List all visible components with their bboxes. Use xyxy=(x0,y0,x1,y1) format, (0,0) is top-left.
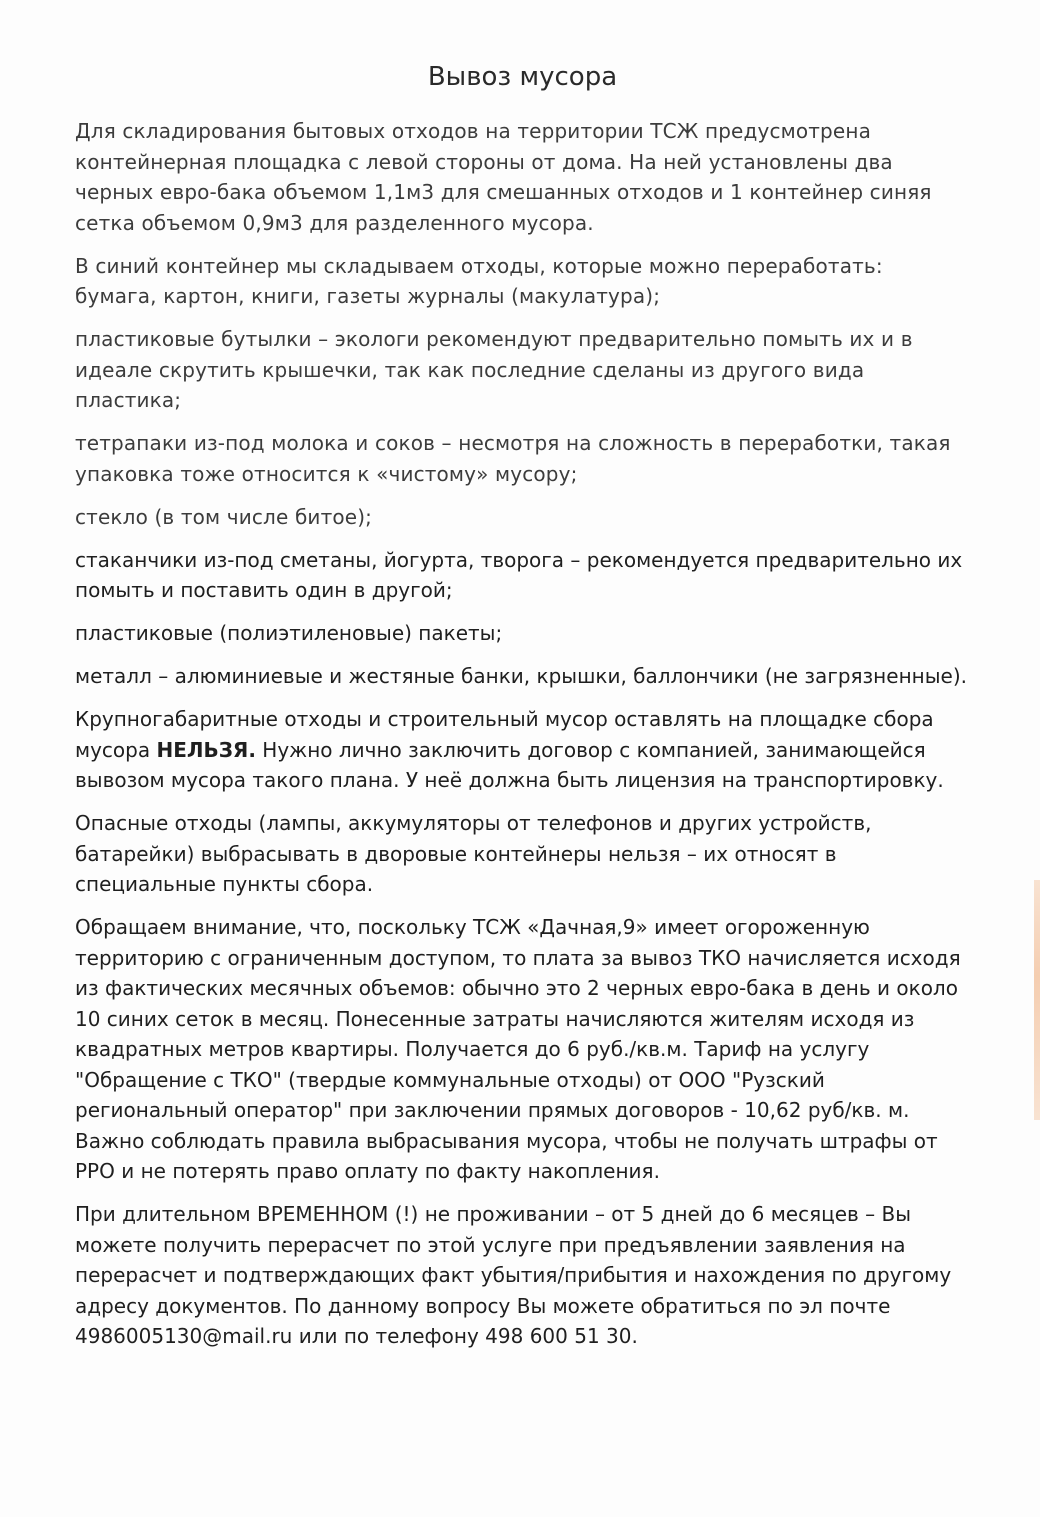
list-item-glass: стекло (в том числе битое); xyxy=(75,504,373,529)
bulky-forbidden-label: НЕЛЬЗЯ. xyxy=(156,737,256,762)
bulky-text-before: Крупногабаритные отходы и строительный мусор оставлять на площадке сбора мусора xyxy=(75,707,934,762)
list-item-bottles: пластиковые бутылки – экологи рекомендуют предварительно помыть их и в идеале скрутить крышечки, так как последние сделаны из другого вида пластика; xyxy=(75,327,913,412)
list-item-bags: пластиковые (полиэтиленовые) пакеты; xyxy=(75,621,503,645)
list-item-metal: металл – алюминиевые и жестяные банки, крышки, баллончики (не загрязненные). xyxy=(75,664,967,688)
document-title: Вывоз мусора xyxy=(427,62,618,92)
document-body xyxy=(75,60,970,1364)
paragraph-blue-container: В синий контейнер мы складываем отходы, которые можно переработать: бумага, картон, книги, газеты журналы (макулатура); xyxy=(75,253,883,308)
paragraph-intro: Для складирования бытовых отходов на территории ТСЖ предусмотрена контейнерная площадка с левой стороны от дома. На ней установлены два черных евро-бака объемом 1,1м3 для смешанных отходов и 1 контейнер синяя сетка объемом 0,9м3 для разделенного мусора. xyxy=(75,119,932,235)
scan-edge-mark xyxy=(1034,880,1040,1120)
paragraph-bulky-waste xyxy=(75,704,970,796)
list-item-tetrapak: тетрапаки из-под молока и соков – несмотря на сложность в переработки, такая упаковка тоже относится к «чистому» мусору; xyxy=(75,431,951,486)
paragraph-payment: Обращаем внимание, что, поскольку ТСЖ «Дачная,9» имеет огороженную территорию с ограниченным доступом, то плата за вывоз ТКО начисляется исходя из фактических месячных объемов: обычно это 2 черных евро-бака в день и около 10 синих сеток в месяц. Понесенные затраты начисляются жителям исходя из квадратных метров квартиры. Получается до 6 руб./кв.м. Тариф на услугу "Обращение с ТКО" (твердые коммунальные отходы) от ООО "Рузский региональный оператор" при заключении прямых договоров - 10,62 руб/кв. м. Важно соблюдать правила выбрасывания мусора, чтобы не получать штрафы от РРО и не потерять право оплату по факту накопления. xyxy=(75,915,961,1183)
paragraph-hazardous-waste: Опасные отходы (лампы, аккумуляторы от телефонов и других устройств, батарейки) выбрасывать в дворовые контейнеры нельзя – их относят в специальные пункты сбора. xyxy=(75,811,872,896)
paragraph-recalculation: При длительном ВРЕМЕННОМ (!) не проживании – от 5 дней до 6 месяцев – Вы можете получить перерасчет по этой услуге при предъявлении заявления на перерасчет и подтверждающих факт убытия/прибытия и нахождения по другому адресу документов. По данному вопросу Вы можете обратиться по эл почте 4986005130@mail.ru или по телефону 498 600 51 30. xyxy=(75,1202,952,1348)
bulky-text-after: Нужно лично заключить договор с компанией, занимающейся вывозом мусора такого плана. У неё должна быть лицензия на транспортировку. xyxy=(75,737,944,792)
list-item-cups: стаканчики из-под сметаны, йогурта, творога – рекомендуется предварительно их помыть и поставить один в другой; xyxy=(75,547,963,602)
